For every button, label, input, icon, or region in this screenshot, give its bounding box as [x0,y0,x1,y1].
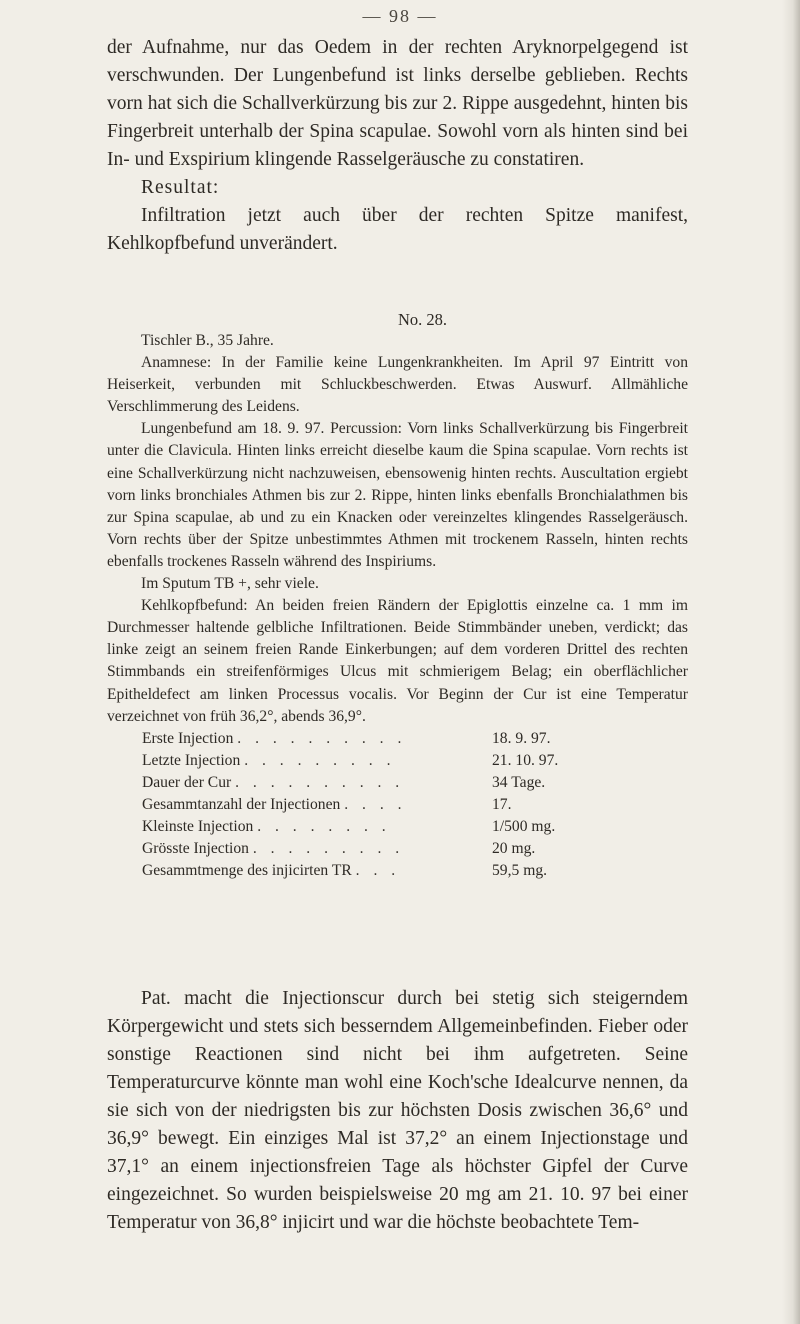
anamnese-paragraph: Anamnese: In der Familie keine Lungenkrankheiten. Im April 97 Eintritt von Heiserkeit, verbunden mit Schluckbeschwerden. Etwas Auswurf. Allmähliche Verschlimmerung des Leidens. [107,354,688,416]
injection-row-value: 18. 9. 97. [492,729,551,747]
injection-row-dot-leader: . . . . [344,795,407,813]
page-edge-shadow [782,0,800,1324]
injection-row-value: 21. 10. 97. [492,751,559,769]
intro-block [107,34,688,258]
injection-table-row [142,728,558,750]
injection-row-label-cell [142,816,492,838]
injection-row-label: Gesammtanzahl der Injectionen [142,795,341,813]
injection-row-dot-leader: . . . . . . . . . [244,751,396,769]
injection-row-dot-leader: . . . . . . . . . . [235,773,405,791]
page-number: — 98 — [362,6,438,26]
injection-row-dot-leader: . . . . . . . . . . [237,729,407,747]
injection-row-label: Letzte Injection [142,751,241,769]
injection-row-label-cell [142,728,492,750]
injection-row-label: Dauer der Cur [142,773,232,791]
injection-row-value: 17. [492,795,512,813]
injection-row-label-cell [142,750,492,772]
closing-block [107,985,688,1237]
injection-row-value: 20 mg. [492,840,536,858]
injection-row-dot-leader: . . . . . . . . . [252,840,405,858]
paragraph-result: Infiltration jetzt auch über der rechten Spitze manifest, Kehlkopfbefund unverändert. [107,205,688,254]
injection-row-value: 59,5 mg. [492,862,548,880]
injection-row-value: 34 Tage. [492,773,546,791]
injection-table-body [142,728,558,883]
paragraph-injectionscur: Pat. macht die Injectionscur durch bei stetig sich steigerndem Körpergewicht und stets sich besserndem Allgemeinbefinden. Fieber oder sonstige Reactionen sind nicht bei ihm aufgetreten. Seine Temperaturcurve könnte man wohl eine Koch'sche Idealcurve nennen, da sie sich von der niedrigsten bis zur höchsten Dosis zwischen 36,6° und 36,9° bewegt. Ein einziges Mal ist 37,2° an einem Injectionstage und 37,1° an einem injectionsfreien Tage als höchster Gipfel der Curve eingezeichnet. So wurden beispielsweise 20 mg am 21. 10. 97 bei einer Temperatur von 36,8° injicirt und war die höchste beobachtete Tem- [107,988,688,1233]
injection-table-row [142,816,558,838]
injection-table-row [142,750,558,772]
injection-table-row [142,794,558,816]
injection-row-dot-leader: . . . [355,862,401,880]
injection-table-row [142,772,558,794]
injection-row-label-cell [142,772,492,794]
paragraph-aufnahme: der Aufnahme, nur das Oedem in der rechten Aryknorpelgegend ist verschwunden. Der Lungenbefund ist links derselbe geblieben. Rechts vorn hat sich die Schallverkürzung bis zur 2. Rippe ausgedehnt, hinten bis Fingerbreit unterhalb der Spina scapulae. Sowohl vorn als hinten sind bei In- und Exspirium klingende Rasselgeräusche zu constatiren. [107,37,688,170]
injection-row-label-cell [142,838,492,860]
injection-row-label: Erste Injection [142,729,234,747]
result-label: Resultat: [141,177,220,198]
injection-row-label: Grösste Injection [142,840,249,858]
lungenbefund-paragraph: Lungenbefund am 18. 9. 97. Percussion: Vorn links Schallverkürzung bis Fingerbreit unter die Clavicula. Hinten links erreicht dieselbe kaum die Spina scapulae. Vorn rechts ist eine Schallverkürzung nicht nachzuweisen, ebensowenig hinten rechts. Auscultation ergiebt vorn links bronchiales Athmen bis zur 2. Rippe, hinten links ebenfalls Bronchialathmen bis zur Spina scapulae, ab und zu ein Knacken oder vereinzeltes klingendes Rasselgeräusch. Vorn rechts über der Spitze unbestimmtes Athmen mit trockenem Rasseln, hinten rechts ebenfalls trockenes Rasseln während des Inspiriums. [107,420,688,570]
injection-row-dot-leader: . . . . . . . . [257,818,391,836]
patient-line: Tischler B., 35 Jahre. [141,332,274,349]
sputum-line: Im Sputum TB +, sehr viele. [141,575,319,593]
kehlkopfbefund-paragraph: Kehlkopfbefund: An beiden freien Rändern der Epiglottis einzelne ca. 1 mm im Durchmesser haltende gelbliche Infiltrationen. Beide Stimmbänder uneben, verdickt; das linke zeigt an seinem freien Rande Einkerbungen; auf dem vorderen Drittel des rechten Stimmbands ein streifenförmiges Ulcus mit schmierigem Belag; ein oberflächlicher Epitheldefect am linken Processus vocalis. Vor Beginn der Cur ist eine Temperatur verzeichnet von früh 36,2°, abends 36,9°. [107,597,688,725]
injection-row-value: 1/500 mg. [492,818,556,836]
injection-table-row [142,838,558,860]
injection-row-label: Gesammtmenge des injicirten TR [142,862,352,880]
case-28-block [107,310,688,882]
injection-summary-table [142,728,558,883]
injection-table-row [142,860,558,882]
injection-row-label-cell [142,860,492,882]
injection-row-label-cell [142,794,492,816]
injection-row-label: Kleinste Injection [142,818,254,836]
case-number: No. 28. [397,310,448,329]
